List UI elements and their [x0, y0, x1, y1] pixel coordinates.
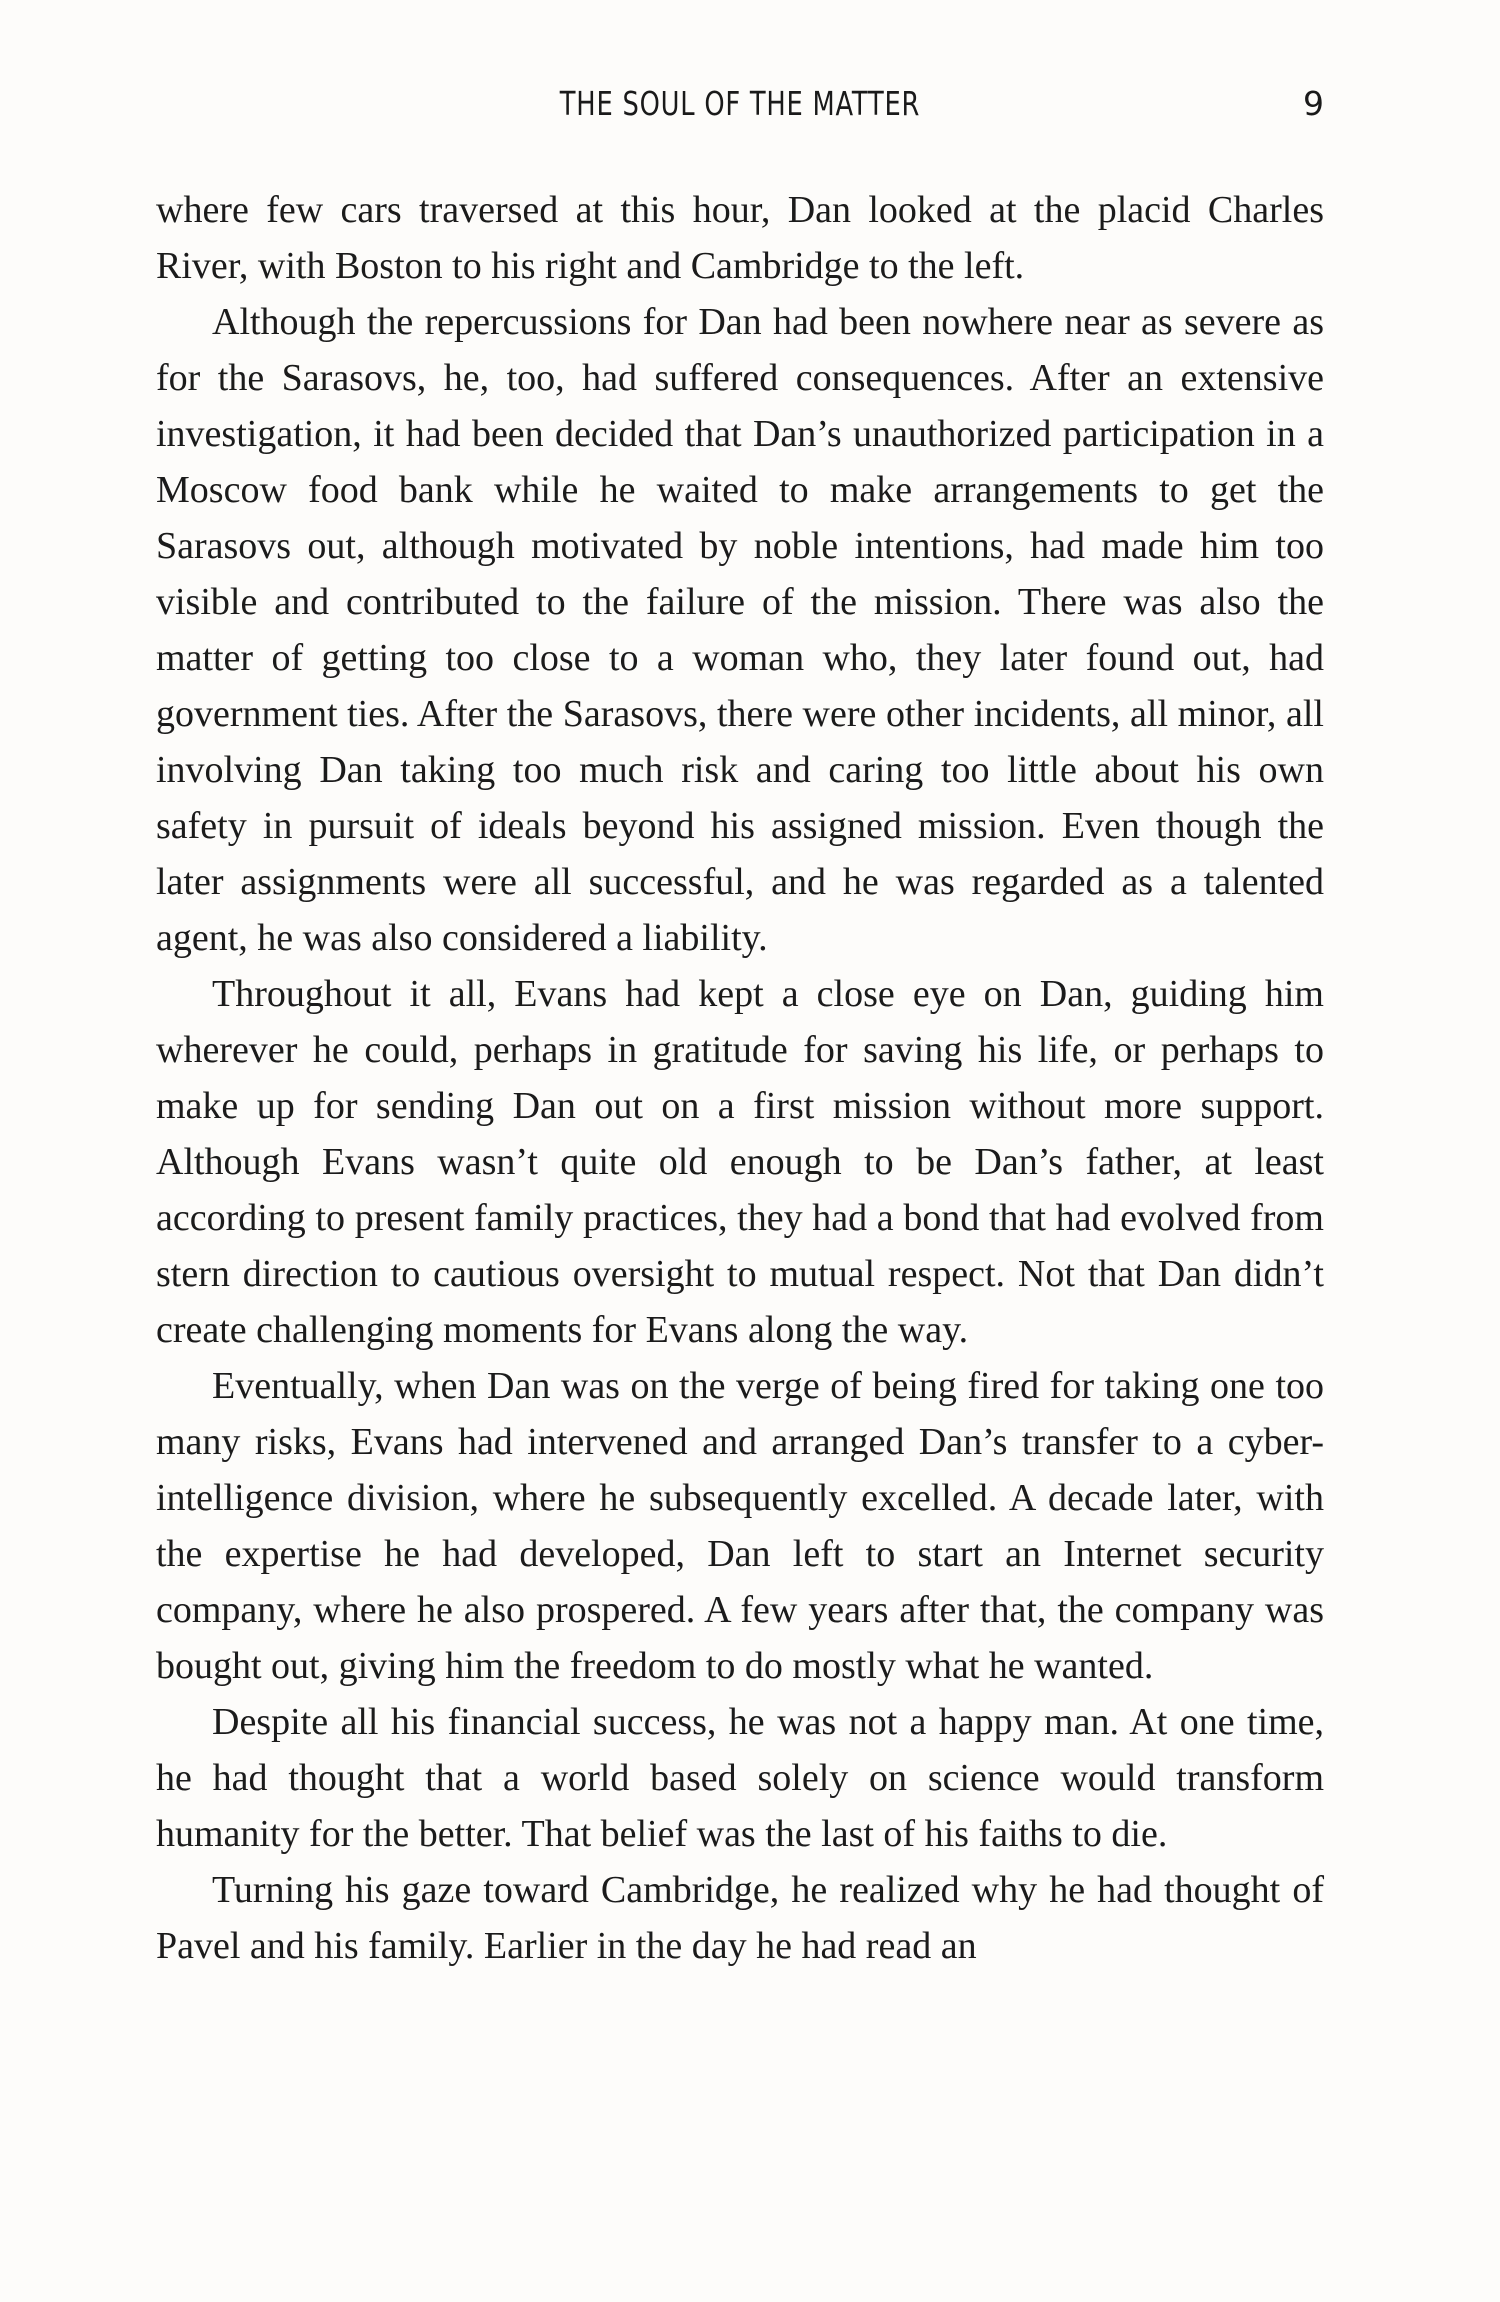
paragraph-4: Eventually, when Dan was on the verge of being fired for taking one too many risks, Evans had intervened and arranged Dan’s transfer to a cyber-intelligence division, where he subsequently excelled. A decade later, with the expertise he had developed, Dan left to start an Internet security company, where he also prospered. A few years after that, the company was bought out, giving him the freedom to do mostly what he wanted. [156, 1365, 1324, 1687]
paragraph-6: Turning his gaze toward Cambridge, he realized why he had thought of Pavel and his family. Earlier in the day he had read an [156, 1869, 1324, 1967]
paragraph-2: Although the repercussions for Dan had been nowhere near as severe as for the Sarasovs, he, too, had suffered consequences. After an extensive investigation, it had been decided that Dan’s unauthorized participation in a Moscow food bank while he waited to make arrangements to get the Sarasovs out, although motivated by noble intentions, had made him too visible and contributed to the failure of the mission. There was also the matter of getting too close to a woman who, they later found out, had government ties. After the Sarasovs, there were other incidents, all minor, all involving Dan taking too much risk and caring too little about his own safety in pursuit of ideals beyond his assigned mission. Even though the later assignments were all successful, and he was regarded as a talented agent, he was also considered a liability. [156, 301, 1324, 959]
body-text [156, 182, 1324, 1974]
paragraph-1: where few cars traversed at this hour, Dan looked at the placid Charles River, with Boston to his right and Cambridge to the left. [156, 189, 1324, 287]
running-title: THE SOUL OF THE MATTER [559, 84, 921, 123]
running-header [156, 84, 1324, 134]
paragraph-5: Despite all his financial success, he was not a happy man. At one time, he had thought that a world based solely on science would transform humanity for the better. That belief was the last of his faiths to die. [156, 1701, 1324, 1855]
page-number: 9 [1303, 84, 1324, 123]
paragraph-3: Throughout it all, Evans had kept a close eye on Dan, guiding him wherever he could, perhaps in gratitude for saving his life, or perhaps to make up for sending Dan out on a first mission without more support. Although Evans wasn’t quite old enough to be Dan’s father, at least according to present family practices, they had a bond that had evolved from stern direction to cautious oversight to mutual respect. Not that Dan didn’t create challenging moments for Evans along the way. [156, 973, 1324, 1351]
